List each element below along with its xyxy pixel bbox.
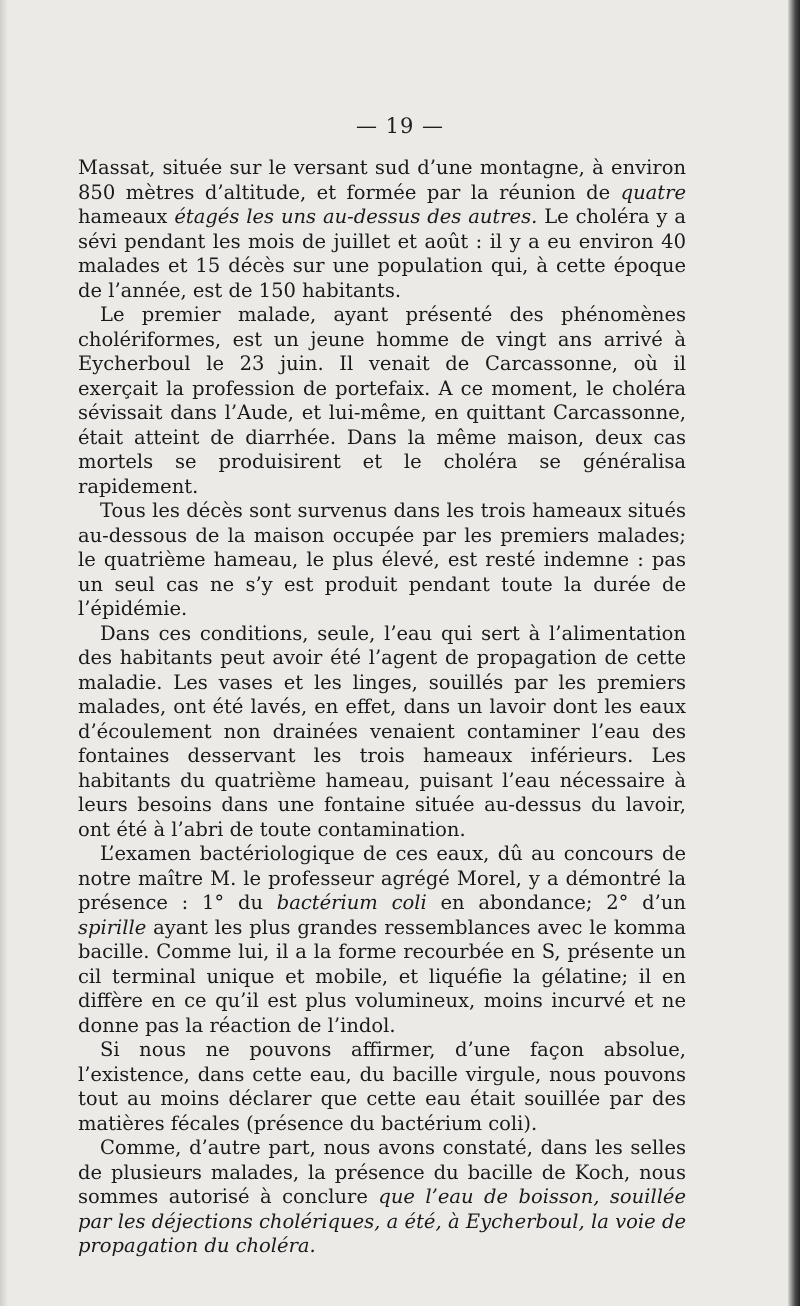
text-segment: en abondance; 2° d’un: [426, 891, 686, 914]
italic-text: quatre: [620, 180, 686, 204]
text-segment: hameaux: [78, 205, 175, 228]
page-number: — 19 —: [355, 114, 445, 138]
paragraph: [78, 1038, 686, 1136]
paragraph: [78, 1136, 686, 1259]
paragraph: [78, 622, 686, 843]
paragraph: [78, 303, 686, 499]
page-right-edge: [788, 0, 800, 1306]
text-segment: Si nous ne pouvons affirmer, d’une façon absolue, l’existence, dans cette eau, du bacille virgule, nous pouvons tout au moins déclarer que cette eau était souillée par des matières fécales (présence du bactérium coli).: [78, 1038, 686, 1135]
paragraph: [78, 842, 686, 1038]
text-segment: Le premier malade, ayant présenté des phénomènes cholériformes, est un jeune homme de vingt ans arrivé à Eycherboul le 23 juin. Il venait de Carcassonne, où il exerçait la profession de portefaix. A ce moment, le choléra sévissait dans l’Aude, et lui-même, en quittant Carcassonne, était atteint de diarrhée. Dans la même maison, deux cas mortels se produisirent et le choléra se généralisa rapidement.: [78, 303, 686, 498]
text-segment: L’examen bactériologique de ces eaux, dû au concours de notre maître M. le professeur agrégé Morel, y a démontré la présence : 1° du: [78, 842, 686, 914]
text-segment: Dans ces conditions, seule, l’eau qui sert à l’alimentation des habitants peut avoir été l’agent de propagation de cette maladie. Les vases et les linges, souillés par les premiers malades, ont été lavés, en effet, dans un lavoir dont les eaux d’écoulement non drainées venaient contaminer l’eau des fontaines desservant les trois hameaux inférieurs. Les habitants du quatrième hameau, puisant l’eau nécessaire à leurs besoins dans une fontaine située au-dessus du lavoir, ont été à l’abri de toute contamination.: [78, 621, 686, 841]
page-left-edge: [0, 0, 8, 1306]
text-segment: Le choléra y a sévi pendant les mois de juillet et août : il y a eu environ 40 malades et 15 décès sur une population qui, à cette époque de l’année, est de 150 habitants.: [78, 205, 686, 302]
text-segment: Tous les décès sont survenus dans les trois hameaux situés au-dessous de la maison occupée par les premiers malades; le quatrième hameau, le plus élevé, est resté indemne : pas un seul cas ne s’y est produit pendant toute la durée de l’épidémie.: [78, 499, 686, 620]
italic-text: spirille: [78, 915, 147, 939]
text-segment: Comme, d’autre part, nous avons constaté, dans les selles de plusieurs malades, la présence du bacille de Koch, nous sommes autorisé à conclure: [78, 1136, 686, 1208]
italic-text: bactérium coli: [276, 891, 427, 914]
paragraph: [78, 156, 686, 303]
text-segment: ayant les plus grandes ressemblances avec le komma bacille. Comme lui, il a la forme recourbée en S, présente un cil terminal unique et mobile, et liquéfie la gélatine; il en diffère en ce qu’il est plus volumineux, moins incurvé et ne donne pas la réaction de l’indol.: [78, 915, 686, 1037]
italic-text: que l’eau de boisson, souillée par les déjections cholériques, a été, à Eycherboul, la voie de propagation du choléra.: [78, 1185, 687, 1257]
body-text: [78, 156, 686, 1259]
paragraph: [78, 499, 686, 622]
text-segment: Massat, située sur le versant sud d’une montagne, à environ 850 mètres d’altitude, et formée par la réunion de: [78, 156, 686, 204]
italic-text: étagés les uns au-dessus des autres.: [174, 205, 538, 228]
